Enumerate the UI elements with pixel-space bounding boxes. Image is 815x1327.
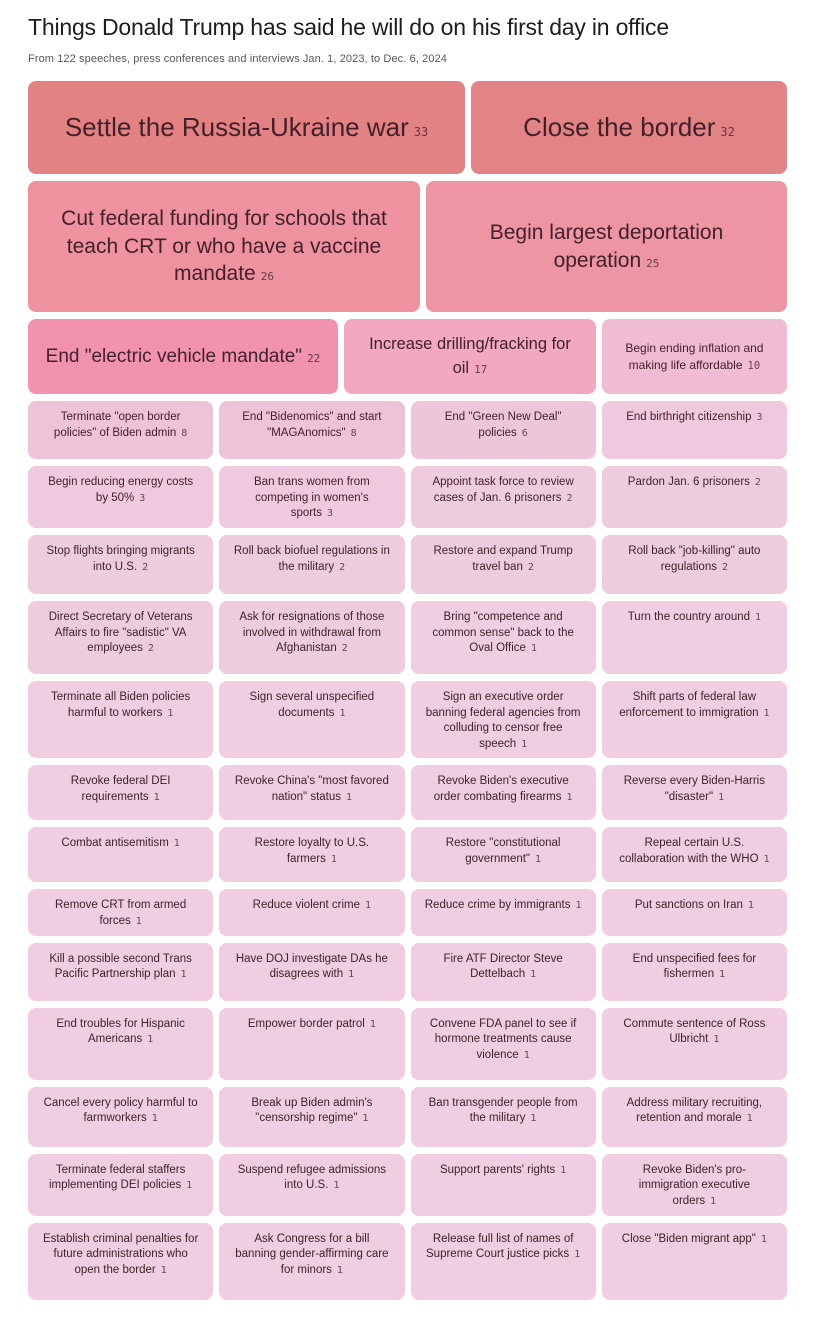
tile-count: 1 xyxy=(153,792,160,803)
tile-label: Repeal certain U.S. collaboration with the WHO xyxy=(619,837,759,865)
tile-count: 1 xyxy=(746,1113,753,1125)
tile-label: Restore loyalty to U.S. farmers xyxy=(254,837,370,865)
tile-label: Reduce violent crime xyxy=(252,899,361,912)
tile-count: 22 xyxy=(307,351,321,365)
tile-label: Direct Secretary of Veterans Affairs to fire "sadistic" VA employees xyxy=(48,610,193,655)
treemap-tile xyxy=(28,535,213,594)
treemap-tile xyxy=(411,943,596,1001)
tile-label: Begin ending inflation and making life affordable xyxy=(625,340,764,372)
treemap-tile xyxy=(602,466,787,528)
tile-count: 1 xyxy=(362,1113,369,1125)
tile-label: Begin largest deportation operation xyxy=(489,220,724,272)
treemap-tile xyxy=(411,401,596,459)
tile-label: Turn the country around xyxy=(627,610,751,623)
treemap-tile xyxy=(28,1223,213,1300)
tile-label: Revoke Biden's executive order combating firearms xyxy=(433,775,569,803)
tile-count: 1 xyxy=(521,738,528,750)
treemap-tile xyxy=(28,81,465,174)
tile-label: Suspend refugee admissions into U.S. xyxy=(237,1163,387,1192)
tile-count: 2 xyxy=(721,561,729,573)
tile-label: Appoint task force to review cases of Jan. 6 prisoners xyxy=(432,476,574,504)
tile-count: 1 xyxy=(151,1113,158,1125)
tile-count: 1 xyxy=(560,1164,567,1176)
tile-label: Release full list of names of Supreme Court justice picks xyxy=(426,1232,574,1261)
tile-label: Roll back biofuel regulations in the military xyxy=(233,544,390,573)
tile-label: End troubles for Hispanic Americans xyxy=(56,1017,185,1046)
tile-count: 8 xyxy=(350,427,357,439)
treemap-row xyxy=(28,319,787,394)
tile-label: Address military recruiting, retention and morale xyxy=(626,1096,763,1125)
treemap-tile xyxy=(602,401,787,459)
tile-count: 1 xyxy=(763,707,770,719)
treemap-tile xyxy=(219,765,404,820)
tile-count: 1 xyxy=(530,1113,537,1125)
tile-count: 1 xyxy=(747,900,754,912)
tile-count: 10 xyxy=(747,359,761,372)
tile-count: 8 xyxy=(181,427,188,439)
treemap xyxy=(28,81,787,1300)
treemap-row xyxy=(28,181,787,312)
tile-count: 2 xyxy=(527,561,534,573)
treemap-row xyxy=(28,681,787,759)
tile-count: 1 xyxy=(348,969,355,981)
tile-label: Close the border xyxy=(523,111,716,142)
tile-label: Revoke Biden's pro-immigration executive orders xyxy=(638,1163,750,1207)
treemap-tile xyxy=(411,889,596,935)
tile-count: 1 xyxy=(346,792,353,803)
treemap-tile xyxy=(28,601,213,674)
tile-label: Sign several unspecified documents xyxy=(249,690,375,719)
treemap-row xyxy=(28,889,787,935)
treemap-tile xyxy=(602,1154,787,1216)
tile-count: 1 xyxy=(530,969,537,981)
tile-label: Revoke China's "most favored nation" status xyxy=(234,775,389,803)
tile-count: 1 xyxy=(574,1249,581,1261)
treemap-tile xyxy=(28,1008,213,1080)
tile-label: Terminate "open border policies" of Biden admin xyxy=(53,411,181,439)
tile-count: 1 xyxy=(530,643,537,655)
tile-label: Establish criminal penalties for future administrations who open the border xyxy=(42,1232,199,1276)
treemap-tile xyxy=(411,601,596,674)
tile-count: 6 xyxy=(521,427,528,439)
tile-label: Ban trans women from competing in women's sports xyxy=(254,476,370,520)
tile-label: Ask Congress for a bill banning gender-affirming care for minors xyxy=(235,1232,389,1276)
tile-count: 3 xyxy=(139,492,146,504)
treemap-tile xyxy=(411,535,596,594)
treemap-tile xyxy=(602,681,787,759)
tile-label: End "Green New Deal" policies xyxy=(444,411,562,439)
treemap-tile xyxy=(219,1223,404,1300)
tile-count: 1 xyxy=(186,1180,193,1192)
tile-count: 1 xyxy=(760,1233,767,1245)
tile-count: 1 xyxy=(755,611,762,623)
treemap-tile xyxy=(411,765,596,820)
treemap-tile xyxy=(28,466,213,528)
tile-count: 1 xyxy=(710,1195,717,1207)
tile-label: Close "Biden migrant app" xyxy=(621,1232,756,1245)
treemap-tile xyxy=(219,401,404,459)
tile-label: Revoke federal DEI requirements xyxy=(70,775,171,803)
tile-count: 1 xyxy=(180,969,187,981)
tile-label: End "electric vehicle mandate" xyxy=(45,345,303,367)
tile-label: Restore "constitutional government" xyxy=(445,837,561,865)
tile-count: 2 xyxy=(566,492,573,504)
treemap-tile xyxy=(602,765,787,820)
treemap-tile xyxy=(219,601,404,674)
tile-label: Begin reducing energy costs by 50% xyxy=(48,476,194,504)
tile-count: 1 xyxy=(718,792,725,803)
tile-count: 1 xyxy=(763,854,770,865)
tile-label: Shift parts of federal law enforcement to immigration xyxy=(619,690,759,719)
treemap-tile xyxy=(28,943,213,1001)
treemap-grid-rows xyxy=(28,401,787,1300)
tile-label: Reverse every Biden-Harris "disaster" xyxy=(623,775,765,803)
tile-count: 1 xyxy=(339,707,346,719)
treemap-tile xyxy=(411,827,596,882)
tile-label: End birthright citizenship xyxy=(626,411,752,423)
treemap-tile xyxy=(28,319,338,394)
tile-label: Commute sentence of Ross Ulbricht xyxy=(623,1017,766,1046)
tile-count: 2 xyxy=(147,643,154,655)
treemap-row xyxy=(28,827,787,882)
tile-count: 1 xyxy=(713,1034,720,1046)
treemap-tile xyxy=(219,466,404,528)
treemap-tile xyxy=(219,1008,404,1080)
tile-label: Roll back "job-killing" auto regulations xyxy=(628,544,761,573)
tile-label: Settle the Russia-Ukraine war xyxy=(64,111,409,142)
tile-count: 1 xyxy=(523,1049,530,1061)
tile-label: Ask for resignations of those involved in withdrawal from Afghanistan xyxy=(239,610,385,655)
treemap-tile xyxy=(602,827,787,882)
tile-label: Put sanctions on Iran xyxy=(634,899,743,912)
tile-label: Cancel every policy harmful to farmworkers xyxy=(43,1096,198,1125)
treemap-row xyxy=(28,1008,787,1080)
tile-count: 3 xyxy=(327,508,334,520)
tile-label: Fire ATF Director Steve Dettelbach xyxy=(443,952,563,981)
treemap-tile xyxy=(28,827,213,882)
treemap-tile xyxy=(602,601,787,674)
treemap-tile xyxy=(28,889,213,935)
treemap-tile xyxy=(219,535,404,594)
treemap-tile xyxy=(219,827,404,882)
tile-count: 1 xyxy=(336,1264,343,1276)
tile-label: Remove CRT from armed forces xyxy=(55,899,187,927)
treemap-tile xyxy=(219,943,404,1001)
tile-count: 2 xyxy=(341,643,348,655)
tile-label: Convene FDA panel to see if hormone treatments cause violence xyxy=(429,1017,577,1061)
tile-label: Bring "competence and common sense" back to the Oval Office xyxy=(432,610,574,655)
tile-label: Ban transgender people from the military xyxy=(428,1096,578,1125)
tile-label: Terminate all Biden policies harmful to workers xyxy=(50,690,191,719)
treemap-row xyxy=(28,401,787,459)
treemap-tile xyxy=(602,943,787,1001)
treemap-tile xyxy=(602,1087,787,1147)
tile-count: 2 xyxy=(142,561,149,573)
tile-label: Restore and expand Trump travel ban xyxy=(433,544,573,573)
treemap-tile xyxy=(28,1154,213,1216)
treemap-tile xyxy=(471,81,787,174)
treemap-tile xyxy=(411,1223,596,1300)
tile-count: 25 xyxy=(646,256,660,270)
tile-count: 1 xyxy=(330,854,337,865)
tile-label: Increase drilling/fracking for oil xyxy=(369,334,571,377)
tile-count: 1 xyxy=(147,1034,154,1046)
treemap-row xyxy=(28,943,787,1001)
tile-count: 32 xyxy=(720,124,735,139)
tile-count: 1 xyxy=(167,707,174,719)
treemap-tile xyxy=(411,466,596,528)
tile-count: 1 xyxy=(135,916,142,927)
treemap-tile xyxy=(28,681,213,759)
treemap-tile xyxy=(28,401,213,459)
tile-count: 1 xyxy=(173,838,180,850)
tile-label: Stop flights bringing migrants into U.S. xyxy=(46,544,195,573)
treemap-row xyxy=(28,601,787,674)
treemap-tile xyxy=(602,535,787,594)
tile-count: 1 xyxy=(333,1180,340,1192)
tile-label: Break up Biden admin's "censorship regime" xyxy=(251,1096,373,1125)
treemap-row xyxy=(28,1223,787,1300)
treemap-tile xyxy=(28,181,420,312)
tile-label: End "Bidenomics" and start "MAGAnomics" xyxy=(242,411,382,439)
tile-count: 26 xyxy=(260,270,274,284)
page-title: Things Donald Trump has said he will do on his first day in office xyxy=(28,14,669,40)
tile-label: Support parents' rights xyxy=(439,1163,556,1176)
tile-label: Empower border patrol xyxy=(247,1017,365,1030)
tile-count: 2 xyxy=(339,561,346,573)
treemap-tile xyxy=(219,889,404,935)
tile-count: 1 xyxy=(160,1264,167,1276)
treemap-tile xyxy=(411,1087,596,1147)
tile-count: 2 xyxy=(754,477,761,488)
treemap-tile xyxy=(219,681,404,759)
treemap-row xyxy=(28,466,787,528)
tile-count: 17 xyxy=(474,362,488,376)
treemap-tile xyxy=(602,1223,787,1300)
page-subtitle: From 122 speeches, press conferences and interviews Jan. 1, 2023, to Dec. 6, 2024 xyxy=(28,53,447,65)
tile-count: 1 xyxy=(566,792,573,803)
treemap-tile xyxy=(426,181,787,312)
tile-label: Cut federal funding for schools that teach CRT or who have a vaccine mandate xyxy=(61,206,387,286)
treemap-row xyxy=(28,1087,787,1147)
tile-count: 1 xyxy=(535,854,542,865)
treemap-tile xyxy=(411,1008,596,1080)
tile-count: 1 xyxy=(365,900,372,912)
treemap-row xyxy=(28,81,787,174)
tile-label: Kill a possible second Trans Pacific Partnership plan xyxy=(49,952,192,981)
tile-label: Have DOJ investigate DAs he disagrees with xyxy=(235,952,388,981)
treemap-tile xyxy=(602,1008,787,1080)
tile-count: 33 xyxy=(413,124,429,139)
treemap-tile xyxy=(344,319,596,394)
tile-count: 1 xyxy=(369,1018,376,1030)
tile-label: Reduce crime by immigrants xyxy=(424,899,571,912)
treemap-tile xyxy=(219,1154,404,1216)
treemap-large-rows xyxy=(28,81,787,394)
tile-label: Sign an executive order banning federal agencies from colluding to censor free speech xyxy=(425,690,581,750)
tile-label: End unspecified fees for fishermen xyxy=(632,952,757,981)
tile-label: Pardon Jan. 6 prisoners xyxy=(627,476,750,488)
tile-count: 1 xyxy=(575,900,582,912)
treemap-row xyxy=(28,765,787,820)
treemap-tile xyxy=(602,889,787,935)
tile-label: Terminate federal staffers implementing DEI policies xyxy=(48,1163,186,1192)
treemap-tile xyxy=(411,681,596,759)
treemap-row xyxy=(28,1154,787,1216)
treemap-tile xyxy=(28,765,213,820)
treemap-row xyxy=(28,535,787,594)
treemap-tile xyxy=(602,319,787,394)
treemap-tile xyxy=(219,1087,404,1147)
tile-count: 3 xyxy=(756,412,763,423)
tile-count: 1 xyxy=(719,969,726,981)
tile-label: Combat antisemitism xyxy=(61,837,169,850)
treemap-tile xyxy=(411,1154,596,1216)
treemap-tile xyxy=(28,1087,213,1147)
